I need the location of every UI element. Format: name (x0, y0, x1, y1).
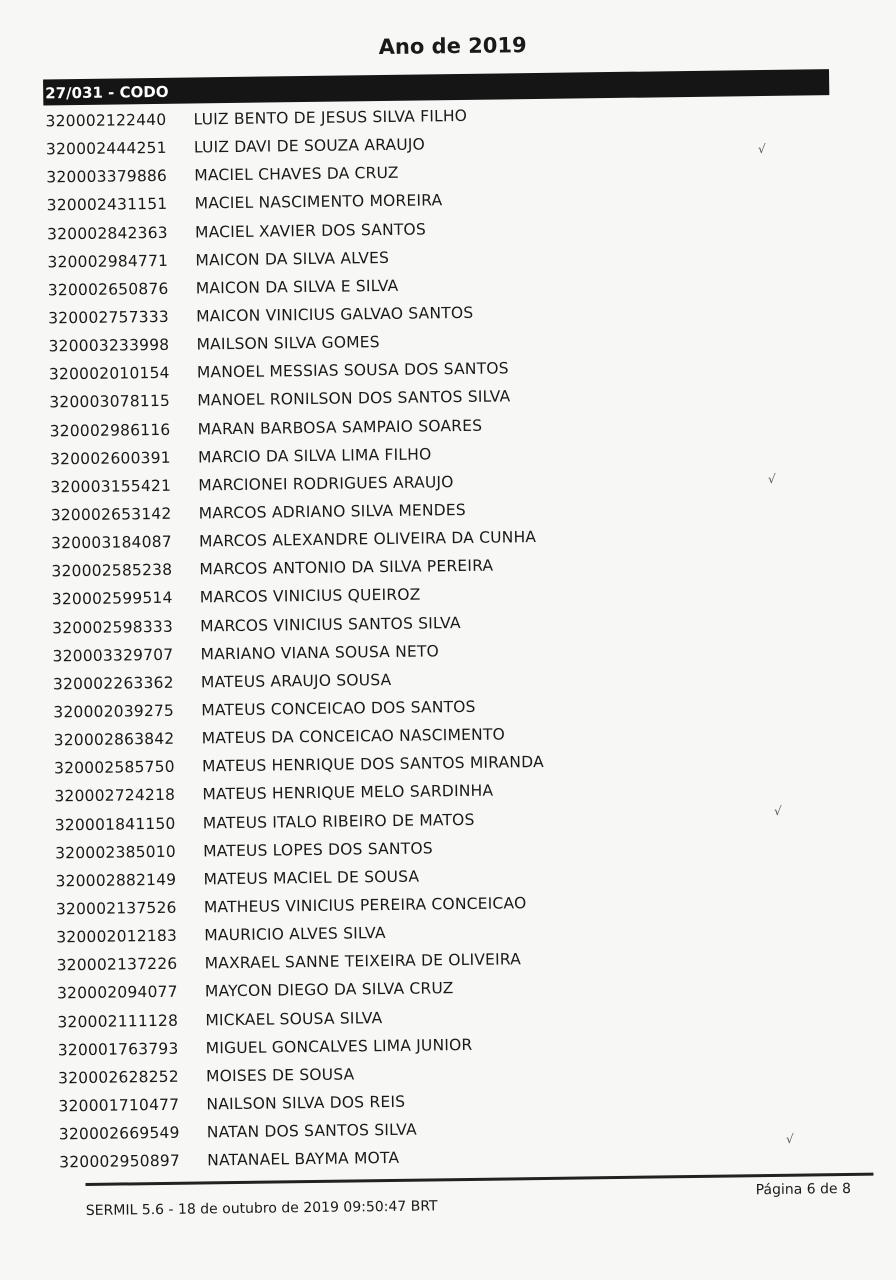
record-name: MAXRAEL SANNE TEIXEIRA DE OLIVEIRA (204, 950, 522, 973)
record-name: MAILSON SILVA GOMES (196, 333, 380, 354)
record-id: 320002863842 (53, 729, 175, 750)
record-name: MAICON VINICIUS GALVAO SANTOS (196, 303, 474, 326)
record-name: NATANAEL BAYMA MOTA (207, 1149, 400, 1170)
record-name: NAILSON SILVA DOS REIS (206, 1092, 406, 1114)
record-id: 320003379886 (46, 167, 168, 187)
record-id: 320003329707 (52, 645, 174, 666)
record-id: 320002137226 (56, 955, 178, 975)
record-id: 320001710477 (58, 1095, 180, 1116)
record-id: 320002628252 (58, 1067, 179, 1088)
record-id: 320002599514 (51, 589, 173, 609)
record-id: 320002385010 (55, 842, 177, 863)
record-id: 320002724218 (54, 786, 176, 806)
record-name: LUIZ BENTO DE JESUS SILVA FILHO (193, 106, 468, 129)
record-id: 320002585238 (51, 561, 173, 581)
record-name: MATEUS ITALO RIBEIRO DE MATOS (202, 810, 475, 832)
check-mark: √ (768, 472, 776, 486)
record-id: 320002010154 (48, 364, 170, 384)
record-name: MATEUS MACIEL DE SOUSA (203, 867, 420, 889)
record-name: MICKAEL SOUSA SILVA (205, 1008, 383, 1029)
record-id: 320002111128 (57, 1011, 179, 1031)
record-name: MAURICIO ALVES SILVA (204, 924, 386, 945)
section-header-label: 27/031 - CODO (45, 82, 169, 103)
record-name: MIGUEL GONCALVES LIMA JUNIOR (205, 1035, 473, 1058)
record-name: MATEUS HENRIQUE MELO SARDINHA (202, 782, 494, 804)
record-name: MARIANO VIANA SOUSA NETO (200, 642, 440, 664)
record-name: MATEUS ARAUJO SOUSA (200, 670, 392, 692)
check-mark: √ (786, 1132, 794, 1146)
record-id: 320002012183 (56, 926, 178, 947)
record-name: MACIEL XAVIER DOS SANTOS (194, 220, 427, 242)
record-id: 320002598333 (52, 617, 174, 637)
record-name: MATEUS LOPES DOS SANTOS (203, 839, 433, 861)
record-name: LUIZ DAVI DE SOUZA ARAUJO (193, 135, 426, 157)
record-id: 320002444251 (45, 139, 167, 159)
record-name: MATEUS HENRIQUE DOS SANTOS MIRANDA (201, 753, 544, 776)
record-name: MATHEUS VINICIUS PEREIRA CONCEICAO (203, 894, 527, 917)
record-name: MARCOS ALEXANDRE OLIVEIRA DA CUNHA (198, 528, 537, 551)
record-id: 320002984771 (47, 251, 169, 272)
record-id: 320002650876 (47, 279, 169, 300)
record-id: 320002431151 (46, 195, 168, 215)
record-name: MAICON DA SILVA ALVES (195, 248, 390, 270)
record-name: MARCOS ADRIANO SILVA MENDES (198, 500, 467, 523)
record-id: 320002842363 (46, 223, 168, 244)
record-name: MANOEL MESSIAS SOUSA DOS SANTOS (196, 359, 509, 382)
list-item (59, 1142, 549, 1177)
record-name: MOISES DE SOUSA (205, 1065, 355, 1086)
record-id: 320002757333 (48, 307, 170, 328)
record-id: 320003078115 (49, 392, 171, 412)
record-id: 320002094077 (56, 983, 178, 1003)
record-name: MARCOS VINICIUS QUEIROZ (199, 586, 421, 607)
record-id: 320002600391 (49, 448, 171, 469)
check-mark: √ (758, 142, 766, 156)
page-title: Ano de 2019 (378, 33, 527, 60)
record-id: 320003233998 (48, 336, 170, 356)
record-id: 320001841150 (54, 814, 176, 834)
record-id: 320003155421 (50, 476, 172, 497)
footer-system-info: SERMIL 5.6 - 18 de outubro de 2019 09:50:47 BRT (85, 1198, 438, 1219)
record-id: 320001763793 (57, 1039, 179, 1060)
record-id: 320002669549 (58, 1123, 180, 1144)
record-name: MARAN BARBOSA SAMPAIO SOARES (197, 416, 483, 439)
record-name: MARCIO DA SILVA LIMA FILHO (197, 445, 432, 467)
record-name: MAICON DA SILVA E SILVA (195, 276, 399, 298)
section-header (43, 69, 829, 105)
record-id: 320002137526 (55, 898, 177, 919)
check-mark: √ (774, 804, 782, 818)
record-id: 320002039275 (53, 701, 175, 722)
record-id: 320002263362 (52, 673, 174, 694)
record-id: 320002653142 (50, 504, 172, 525)
records-list (45, 101, 549, 1177)
page-number: Página 6 de 8 (755, 1180, 852, 1199)
record-id: 320002950897 (59, 1152, 181, 1172)
record-id: 320002986116 (49, 420, 171, 440)
record-name: MARCIONEI RODRIGUES ARAUJO (198, 472, 454, 495)
record-name: MARCOS VINICIUS SANTOS SILVA (200, 613, 461, 636)
record-id: 320002122440 (45, 110, 167, 131)
record-name: MACIEL NASCIMENTO MOREIRA (194, 191, 443, 213)
record-name: MATEUS DA CONCEICAO NASCIMENTO (201, 725, 506, 748)
record-id: 320002585750 (53, 758, 175, 778)
record-name: NATAN DOS SANTOS SILVA (206, 1120, 417, 1142)
record-id: 320002882149 (55, 870, 177, 891)
record-name: MACIEL CHAVES DA CRUZ (194, 164, 399, 185)
record-name: MARCOS ANTONIO DA SILVA PEREIRA (199, 556, 494, 579)
record-name: MANOEL RONILSON DOS SANTOS SILVA (197, 387, 511, 410)
record-id: 320003184087 (51, 532, 172, 553)
record-name: MATEUS CONCEICAO DOS SANTOS (201, 697, 476, 720)
record-name: MAYCON DIEGO DA SILVA CRUZ (204, 979, 454, 1001)
